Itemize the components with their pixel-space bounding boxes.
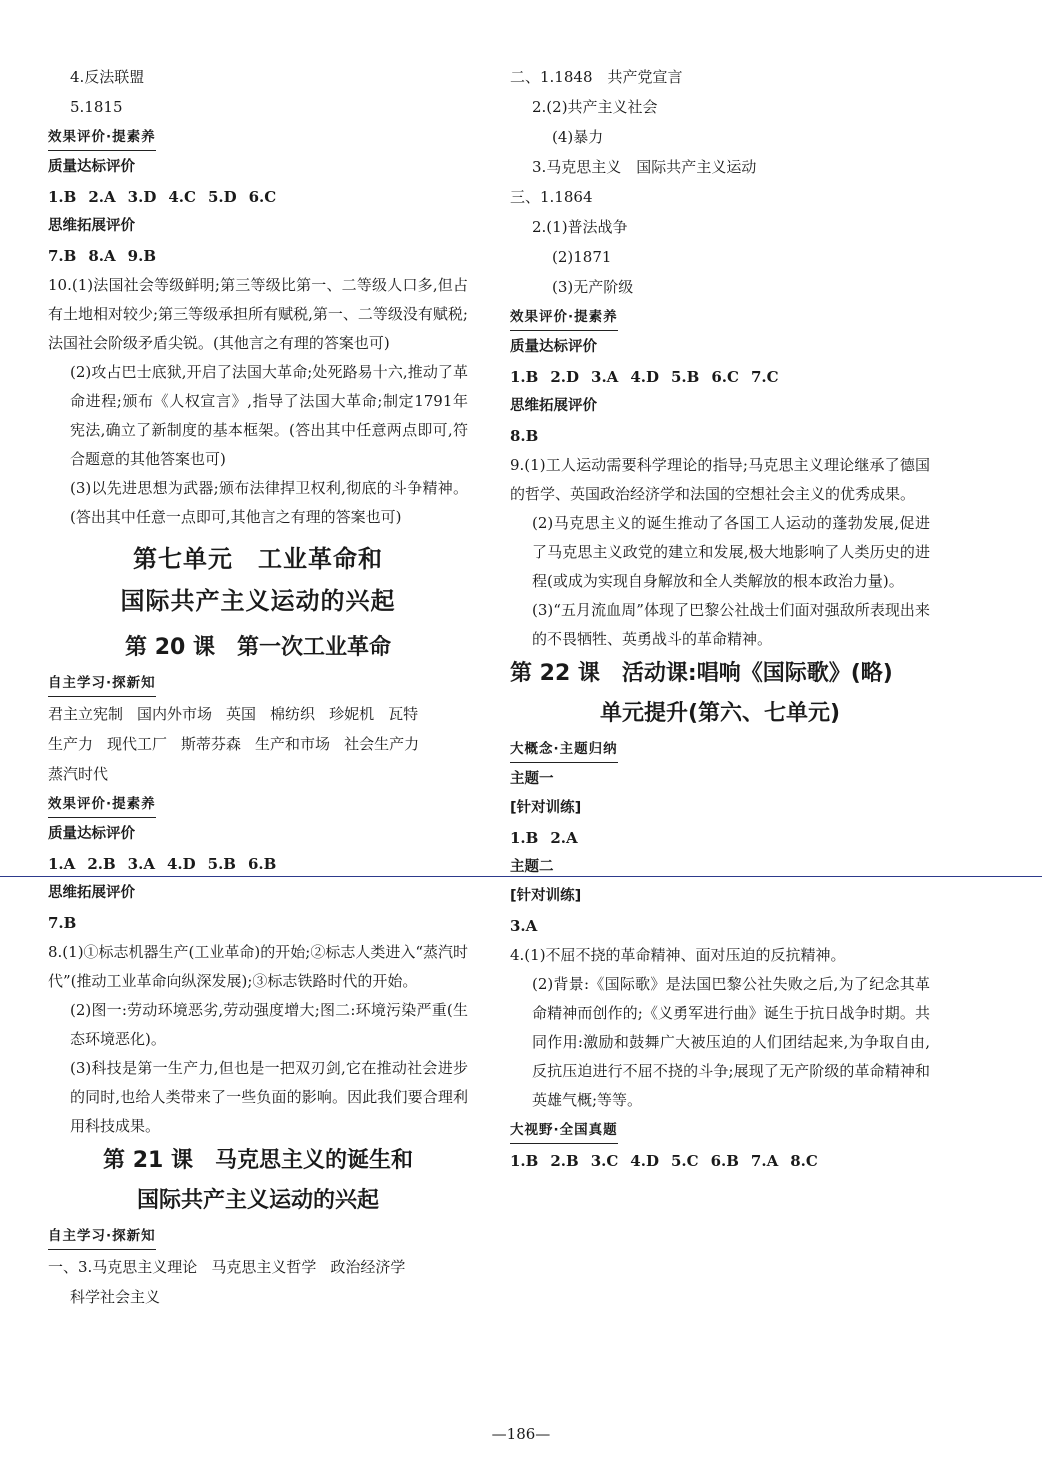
answer-item: 1.B bbox=[48, 188, 77, 206]
answer-line: 2.(1)普法战争 bbox=[532, 218, 628, 236]
answer-item: 5.C bbox=[670, 1152, 699, 1170]
answer-line: 5.1815 bbox=[70, 98, 123, 116]
answer-row bbox=[510, 1146, 930, 1176]
subsection-title: 质量达标评价 bbox=[48, 826, 135, 842]
section-header: 大视野·全国真题 bbox=[510, 1117, 618, 1144]
section-header: 效果评价·提素养 bbox=[510, 304, 618, 331]
keyword-row bbox=[48, 699, 468, 729]
keyword: 斯蒂芬森 bbox=[181, 735, 242, 753]
keyword-row bbox=[48, 1252, 468, 1282]
keyword: 政治经济学 bbox=[330, 1258, 406, 1276]
answer-item: 6.B bbox=[710, 1152, 739, 1170]
answer-item: 4.D bbox=[630, 1152, 659, 1170]
keyword: 瓦特 bbox=[388, 705, 419, 723]
page-number: —186— bbox=[491, 1425, 551, 1443]
keyword: 国内外市场 bbox=[137, 705, 213, 723]
answer-item: 3.D bbox=[127, 188, 157, 206]
answer-paragraph: 9.(1)工人运动需要科学理论的指导;马克思主义理论继承了德国的哲学、英国政治经济学和法国的空想社会主义的优秀成果。 bbox=[510, 456, 930, 503]
keyword: 蒸汽时代 bbox=[48, 765, 109, 783]
answer-item: 4.D bbox=[166, 855, 196, 873]
lesson-title: 第 20 课 第一次工业革命 bbox=[125, 635, 391, 660]
answer-item: 2.A bbox=[550, 829, 578, 847]
answer-line: 2.(2)共产主义社会 bbox=[532, 98, 658, 116]
answer-item: 2.A bbox=[88, 188, 116, 206]
answer-row bbox=[48, 241, 468, 271]
keyword: 马克思主义哲学 bbox=[211, 1258, 317, 1276]
answer-item: 6.C bbox=[248, 188, 277, 206]
keyword-row: 科学社会主义 bbox=[70, 1288, 161, 1306]
unit-title: 第七单元 工业革命和 bbox=[133, 545, 383, 573]
answer-row bbox=[510, 362, 930, 392]
section-header: 效果评价·提素养 bbox=[48, 791, 156, 818]
keyword: 生产力 bbox=[48, 735, 94, 753]
answer-item: 4.C bbox=[168, 188, 196, 206]
answer-paragraph: (3)科技是第一生产力,但也是一把双刃剑,它在推动社会进步的同时,也给人类带来了一些负面的影响。因此我们要合理利用科技成果。 bbox=[70, 1059, 468, 1135]
answer-item: 2.B bbox=[87, 855, 116, 873]
subsection-title: 思维拓展评价 bbox=[510, 398, 597, 414]
unit-review-title: 单元提升(第六、七单元) bbox=[599, 701, 841, 726]
answer-paragraph: (2)攻占巴士底狱,开启了法国大革命;处死路易十六,推动了革命进程;颁布《人权宣言》,指导了法国大革命;制定1791年宪法,确立了新制度的基本框架。(答出其中任意两点即可,符合题意的其他答案也可) bbox=[70, 363, 468, 468]
answer-item: 1.B bbox=[510, 829, 539, 847]
answer-paragraph: 4.(1)不屈不挠的革命精神、面对压迫的反抗精神。 bbox=[510, 946, 846, 964]
answer-item: 8.A bbox=[88, 247, 116, 265]
keyword: 社会生产力 bbox=[344, 735, 420, 753]
answer-line: (2)1871 bbox=[552, 248, 612, 266]
answer-item: 9.B bbox=[127, 247, 156, 265]
subsection-title: 质量达标评价 bbox=[510, 339, 597, 355]
answer-item: 8.C bbox=[790, 1152, 818, 1170]
lesson-title: 第 21 课 马克思主义的诞生和 bbox=[103, 1148, 413, 1173]
keyword: 君主立宪制 bbox=[48, 705, 124, 723]
section-header: 自主学习·探新知 bbox=[48, 670, 156, 697]
answer-paragraph: 8.(1)①标志机器生产(工业革命)的开始;②标志人类进入“蒸汽时代”(推动工业革命向纵深发展);③标志铁路时代的开始。 bbox=[48, 943, 468, 990]
answer-item: 6.C bbox=[711, 368, 739, 386]
answer-item: 4.D bbox=[630, 368, 659, 386]
theme-title: 主题二 bbox=[510, 859, 554, 875]
answer-item: 7.B bbox=[48, 247, 77, 265]
answer-line: (4)暴力 bbox=[552, 128, 604, 146]
keyword-row bbox=[48, 729, 468, 759]
theme-title: 主题一 bbox=[510, 771, 554, 787]
keyword: 一、3.马克思主义理论 bbox=[48, 1258, 198, 1276]
section-header: 大概念·主题归纳 bbox=[510, 736, 618, 763]
answer-item: 5.B bbox=[207, 855, 236, 873]
section-header: 效果评价·提素养 bbox=[48, 124, 156, 151]
answer-item: 2.D bbox=[550, 368, 580, 386]
answer-row: 7.B bbox=[48, 914, 77, 932]
keyword: 现代工厂 bbox=[107, 735, 168, 753]
answer-line: 三、1.1864 bbox=[510, 188, 593, 206]
answer-row bbox=[510, 823, 930, 853]
answer-line: 二、1.1848 共产党宣言 bbox=[510, 68, 683, 86]
answer-item: 2.B bbox=[550, 1152, 579, 1170]
answer-item: 3.A bbox=[591, 368, 619, 386]
answer-item: 5.D bbox=[207, 188, 237, 206]
training-label: [针对训练] bbox=[510, 888, 582, 904]
answer-item: 3.A bbox=[127, 855, 155, 873]
keyword: 棉纺织 bbox=[270, 705, 316, 723]
answer-item: 5.B bbox=[671, 368, 700, 386]
answer-item: 3.C bbox=[590, 1152, 619, 1170]
answer-paragraph: (2)背景:《国际歌》是法国巴黎公社失败之后,为了纪念其革命精神而创作的;《义勇军进行曲》诞生于抗日战争时期。共同作用:激励和鼓舞广大被压迫的人们团结起来,为争取自由,反抗压迫进行不屈不挠的斗争;展现了无产阶级的革命精神和英雄气概;等等。 bbox=[532, 975, 930, 1109]
answer-item: 1.A bbox=[48, 855, 76, 873]
left-column bbox=[48, 62, 468, 1312]
answer-paragraph: (2)图一:劳动环境恶劣,劳动强度增大;图二:环境污染严重(生态环境恶化)。 bbox=[70, 1001, 468, 1048]
answer-item: 7.C bbox=[750, 368, 779, 386]
keyword: 珍妮机 bbox=[329, 705, 375, 723]
training-label: [针对训练] bbox=[510, 800, 582, 816]
unit-title: 国际共产主义运动的兴起 bbox=[120, 587, 396, 615]
answer-row: 3.A bbox=[510, 917, 538, 935]
keyword-row bbox=[48, 759, 468, 789]
answer-row bbox=[48, 182, 468, 212]
subsection-title: 思维拓展评价 bbox=[48, 885, 135, 901]
answer-paragraph: (2)马克思主义的诞生推动了各国工人运动的蓬勃发展,促进了马克思主义政党的建立和发展,极大地影响了人类历史的进程(或成为实现自身解放和全人类解放的根本政治力量)。 bbox=[532, 514, 930, 590]
right-column bbox=[510, 62, 930, 1176]
keyword: 生产和市场 bbox=[255, 735, 331, 753]
answer-row bbox=[48, 849, 468, 879]
answer-paragraph: 10.(1)法国社会等级鲜明;第三等级比第一、二等级人口多,但占有土地相对较少;第三等级承担所有赋税,第一、二等级没有赋税;法国社会阶级矛盾尖锐。(其他言之有理的答案也可) bbox=[48, 276, 468, 352]
answer-paragraph: (3)“五月流血周”体现了巴黎公社战士们面对强敌所表现出来的不畏牺牲、英勇战斗的革命精神。 bbox=[532, 601, 930, 648]
answer-line: 3.马克思主义 国际共产主义运动 bbox=[532, 158, 757, 176]
answer-item: 1.B bbox=[510, 1152, 539, 1170]
answer-item: 1.B bbox=[510, 368, 539, 386]
answer-line: 4.反法联盟 bbox=[70, 68, 145, 86]
answer-row: 8.B bbox=[510, 427, 539, 445]
answer-item: 7.A bbox=[750, 1152, 779, 1170]
subsection-title: 质量达标评价 bbox=[48, 159, 135, 175]
lesson-title: 第 22 课 活动课:唱响《国际歌》(略) bbox=[510, 661, 893, 686]
subsection-title: 思维拓展评价 bbox=[48, 218, 135, 234]
section-header: 自主学习·探新知 bbox=[48, 1223, 156, 1250]
answer-item: 6.B bbox=[247, 855, 277, 873]
keyword: 英国 bbox=[226, 705, 257, 723]
lesson-title: 国际共产主义运动的兴起 bbox=[136, 1188, 379, 1213]
answer-line: (3)无产阶级 bbox=[552, 278, 634, 296]
answer-paragraph: (3)以先进思想为武器;颁布法律捍卫权利,彻底的斗争精神。(答出其中任意一点即可,其他言之有理的答案也可) bbox=[70, 479, 468, 526]
